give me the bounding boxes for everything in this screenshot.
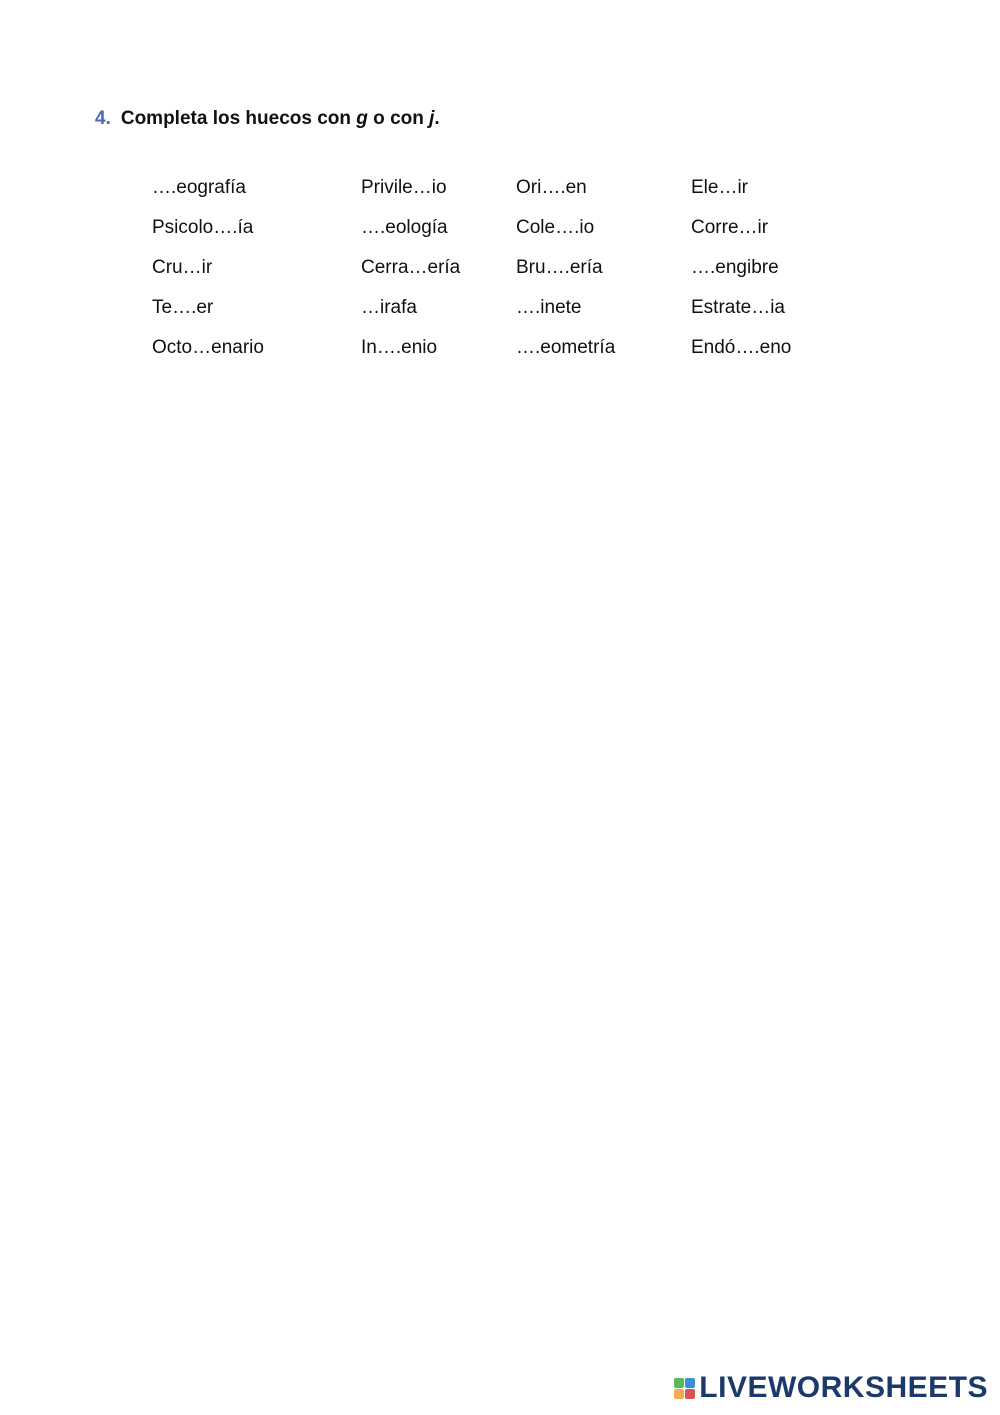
- letter-g: g: [356, 108, 368, 129]
- word-row: [152, 248, 851, 288]
- word-item: Cerra…ería: [361, 257, 461, 278]
- logo-square: [674, 1389, 684, 1399]
- word-item: Cru…ir: [152, 257, 213, 278]
- word-item: Te….er: [152, 297, 214, 318]
- letter-j: j: [429, 108, 435, 129]
- liveworksheets-logo: [674, 1371, 988, 1405]
- word-row: [152, 168, 851, 208]
- word-item: ….engibre: [691, 257, 779, 278]
- word-item: ….inete: [516, 297, 582, 318]
- word-row: [152, 288, 851, 328]
- word-item: Privile…io: [361, 177, 447, 198]
- word-item: Estrate…ia: [691, 297, 785, 318]
- word-item: Octo…enario: [152, 337, 264, 358]
- word-item: ….eometría: [516, 337, 616, 358]
- word-item: Bru….ería: [516, 257, 603, 278]
- word-grid: [152, 168, 851, 368]
- word-row: [152, 208, 851, 248]
- instruction-text-end: .: [434, 108, 440, 129]
- logo-square: [685, 1389, 695, 1399]
- liveworksheets-logo-icon: [674, 1378, 695, 1399]
- instruction-text-middle: o con: [367, 108, 430, 129]
- liveworksheets-logo-text: LIVEWORKSHEETS: [699, 1371, 988, 1404]
- word-row: [152, 328, 851, 368]
- word-item: Cole….io: [516, 217, 595, 238]
- word-item: Corre…ir: [691, 217, 769, 238]
- logo-square: [674, 1378, 684, 1388]
- word-item: Psicolo….ía: [152, 217, 254, 238]
- word-item: …irafa: [361, 297, 417, 318]
- word-item: Ori….en: [516, 177, 587, 198]
- word-item: ….eología: [361, 217, 448, 238]
- word-item: Endó….eno: [691, 337, 792, 358]
- instruction-text-start: Completa los huecos con: [120, 108, 357, 129]
- logo-square: [685, 1378, 695, 1388]
- exercise-number: 4.: [95, 108, 111, 129]
- word-item: Ele…ir: [691, 177, 749, 198]
- exercise-instruction: [95, 108, 440, 130]
- word-item: ….eografía: [152, 177, 246, 198]
- word-item: In….enio: [361, 337, 438, 358]
